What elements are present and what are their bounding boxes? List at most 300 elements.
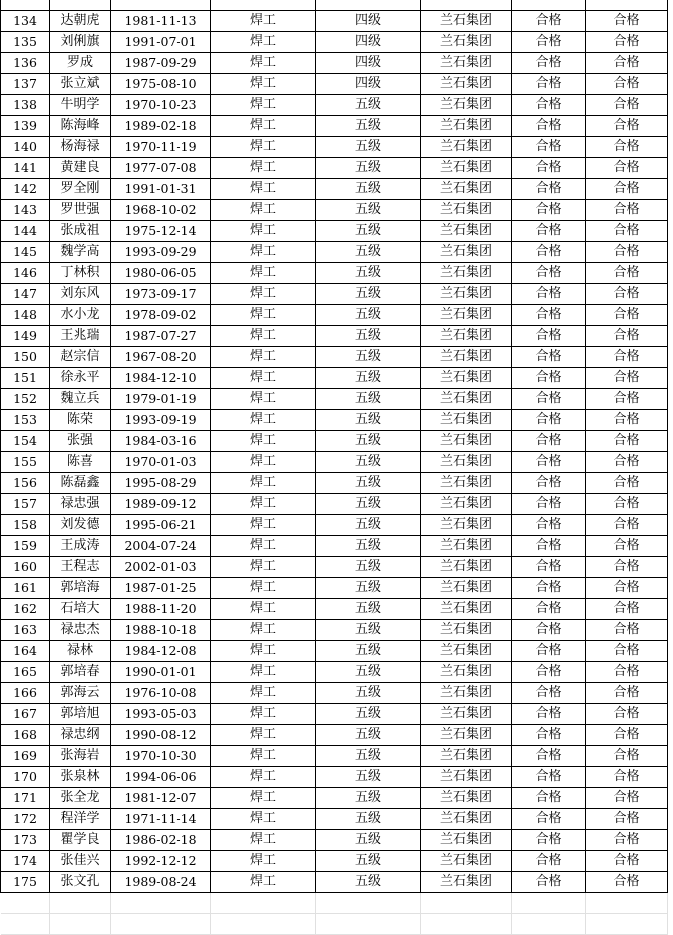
cell-level[interactable]: 五级 <box>316 473 421 494</box>
cell-result-1[interactable]: 合格 <box>512 263 586 284</box>
cell-number[interactable] <box>1 0 50 11</box>
cell-number[interactable]: 175 <box>1 872 50 893</box>
cell-name[interactable]: 郭培旭 <box>50 704 111 725</box>
cell-unit[interactable]: 兰石集团 <box>421 95 512 116</box>
cell-birth-date[interactable]: 1975-12-14 <box>111 221 211 242</box>
cell-name[interactable]: 牛明学 <box>50 95 111 116</box>
cell-level[interactable]: 五级 <box>316 347 421 368</box>
cell-result-1[interactable]: 合格 <box>512 767 586 788</box>
cell-result-2[interactable]: 合格 <box>586 641 668 662</box>
cell-name[interactable]: 黄建良 <box>50 158 111 179</box>
cell-number[interactable]: 165 <box>1 662 50 683</box>
cell-level[interactable]: 五级 <box>316 620 421 641</box>
cell-name[interactable]: 王程志 <box>50 557 111 578</box>
cell-unit[interactable]: 兰石集团 <box>421 515 512 536</box>
cell-result-2[interactable]: 合格 <box>586 137 668 158</box>
cell-job[interactable]: 焊工 <box>211 431 316 452</box>
cell-result-1[interactable]: 合格 <box>512 536 586 557</box>
cell-number[interactable]: 152 <box>1 389 50 410</box>
cell-number[interactable]: 141 <box>1 158 50 179</box>
cell-result-1[interactable]: 合格 <box>512 473 586 494</box>
cell-result-1[interactable]: 合格 <box>512 284 586 305</box>
empty-cell[interactable] <box>421 914 512 935</box>
cell-result-2[interactable]: 合格 <box>586 767 668 788</box>
cell-name[interactable]: 张佳兴 <box>50 851 111 872</box>
cell-result-1[interactable]: 合格 <box>512 452 586 473</box>
cell-number[interactable]: 142 <box>1 179 50 200</box>
cell-name[interactable]: 陈磊鑫 <box>50 473 111 494</box>
cell-unit[interactable]: 兰石集团 <box>421 599 512 620</box>
cell-job[interactable]: 焊工 <box>211 746 316 767</box>
cell-unit[interactable]: 兰石集团 <box>421 725 512 746</box>
cell-result-1[interactable]: 合格 <box>512 788 586 809</box>
cell-name[interactable]: 刘俐旗 <box>50 32 111 53</box>
cell-job[interactable]: 焊工 <box>211 641 316 662</box>
cell-result-1[interactable]: 合格 <box>512 746 586 767</box>
cell-result-2[interactable]: 合格 <box>586 599 668 620</box>
cell-number[interactable]: 135 <box>1 32 50 53</box>
cell-name[interactable]: 郭海云 <box>50 683 111 704</box>
cell-result-1[interactable]: 合格 <box>512 830 586 851</box>
cell-result-2[interactable]: 合格 <box>586 473 668 494</box>
cell-number[interactable]: 166 <box>1 683 50 704</box>
cell-level[interactable]: 五级 <box>316 851 421 872</box>
cell-number[interactable]: 161 <box>1 578 50 599</box>
cell-level[interactable]: 五级 <box>316 410 421 431</box>
cell-number[interactable]: 171 <box>1 788 50 809</box>
cell-level[interactable]: 五级 <box>316 389 421 410</box>
cell-name[interactable]: 张成祖 <box>50 221 111 242</box>
cell-result-2[interactable]: 合格 <box>586 725 668 746</box>
cell-job[interactable]: 焊工 <box>211 95 316 116</box>
cell-number[interactable]: 151 <box>1 368 50 389</box>
cell-job[interactable]: 焊工 <box>211 389 316 410</box>
cell-number[interactable]: 154 <box>1 431 50 452</box>
cell-number[interactable]: 140 <box>1 137 50 158</box>
empty-cell[interactable] <box>316 893 421 914</box>
cell-result-2[interactable]: 合格 <box>586 242 668 263</box>
cell-unit[interactable]: 兰石集团 <box>421 536 512 557</box>
cell-birth-date[interactable]: 1981-11-13 <box>111 11 211 32</box>
cell-level[interactable]: 五级 <box>316 557 421 578</box>
cell-level[interactable]: 五级 <box>316 221 421 242</box>
cell-result-2[interactable]: 合格 <box>586 452 668 473</box>
cell-job[interactable]: 焊工 <box>211 200 316 221</box>
cell-number[interactable]: 146 <box>1 263 50 284</box>
cell-unit[interactable]: 兰石集团 <box>421 305 512 326</box>
cell-name[interactable]: 赵宗信 <box>50 347 111 368</box>
cell-result-2[interactable]: 合格 <box>586 872 668 893</box>
empty-cell[interactable] <box>512 893 586 914</box>
cell-result-1[interactable] <box>512 0 586 11</box>
cell-name[interactable]: 张全龙 <box>50 788 111 809</box>
cell-job[interactable]: 焊工 <box>211 557 316 578</box>
cell-job[interactable]: 焊工 <box>211 347 316 368</box>
cell-job[interactable]: 焊工 <box>211 578 316 599</box>
cell-level[interactable]: 五级 <box>316 368 421 389</box>
cell-unit[interactable]: 兰石集团 <box>421 641 512 662</box>
cell-level[interactable]: 五级 <box>316 872 421 893</box>
cell-number[interactable]: 147 <box>1 284 50 305</box>
cell-name[interactable]: 禄忠强 <box>50 494 111 515</box>
cell-birth-date[interactable]: 1993-09-29 <box>111 242 211 263</box>
cell-result-2[interactable]: 合格 <box>586 326 668 347</box>
cell-result-1[interactable]: 合格 <box>512 368 586 389</box>
cell-level[interactable]: 五级 <box>316 767 421 788</box>
cell-level[interactable]: 四级 <box>316 53 421 74</box>
cell-job[interactable]: 焊工 <box>211 788 316 809</box>
cell-unit[interactable]: 兰石集团 <box>421 347 512 368</box>
cell-birth-date[interactable]: 1987-01-25 <box>111 578 211 599</box>
cell-birth-date[interactable]: 1989-02-18 <box>111 116 211 137</box>
cell-name[interactable]: 禄林 <box>50 641 111 662</box>
cell-unit[interactable] <box>421 0 512 11</box>
cell-unit[interactable]: 兰石集团 <box>421 683 512 704</box>
cell-name[interactable]: 禄忠杰 <box>50 620 111 641</box>
cell-name[interactable]: 陈荣 <box>50 410 111 431</box>
cell-name[interactable]: 刘东风 <box>50 284 111 305</box>
cell-result-1[interactable]: 合格 <box>512 116 586 137</box>
cell-level[interactable]: 五级 <box>316 704 421 725</box>
cell-result-2[interactable]: 合格 <box>586 368 668 389</box>
cell-name[interactable]: 禄忠纲 <box>50 725 111 746</box>
cell-number[interactable]: 159 <box>1 536 50 557</box>
cell-unit[interactable]: 兰石集团 <box>421 578 512 599</box>
cell-result-2[interactable]: 合格 <box>586 578 668 599</box>
cell-result-2[interactable]: 合格 <box>586 746 668 767</box>
cell-result-1[interactable]: 合格 <box>512 347 586 368</box>
cell-level[interactable]: 五级 <box>316 305 421 326</box>
cell-result-2[interactable]: 合格 <box>586 494 668 515</box>
cell-job[interactable]: 焊工 <box>211 452 316 473</box>
cell-number[interactable]: 155 <box>1 452 50 473</box>
cell-result-1[interactable]: 合格 <box>512 137 586 158</box>
cell-level[interactable]: 五级 <box>316 788 421 809</box>
cell-job[interactable]: 焊工 <box>211 158 316 179</box>
cell-level[interactable]: 五级 <box>316 137 421 158</box>
cell-birth-date[interactable]: 1970-10-23 <box>111 95 211 116</box>
cell-job[interactable]: 焊工 <box>211 767 316 788</box>
cell-level[interactable]: 五级 <box>316 683 421 704</box>
cell-unit[interactable]: 兰石集团 <box>421 767 512 788</box>
cell-result-1[interactable]: 合格 <box>512 641 586 662</box>
cell-name[interactable]: 杨海禄 <box>50 137 111 158</box>
cell-name[interactable]: 张立斌 <box>50 74 111 95</box>
cell-level[interactable]: 五级 <box>316 242 421 263</box>
cell-birth-date[interactable]: 1980-06-05 <box>111 263 211 284</box>
cell-result-1[interactable]: 合格 <box>512 158 586 179</box>
cell-level[interactable]: 五级 <box>316 431 421 452</box>
cell-birth-date[interactable]: 1984-12-08 <box>111 641 211 662</box>
cell-number[interactable]: 145 <box>1 242 50 263</box>
cell-result-2[interactable]: 合格 <box>586 95 668 116</box>
cell-name[interactable]: 张文孔 <box>50 872 111 893</box>
cell-level[interactable]: 五级 <box>316 809 421 830</box>
cell-birth-date[interactable]: 1989-08-24 <box>111 872 211 893</box>
cell-unit[interactable]: 兰石集团 <box>421 872 512 893</box>
cell-unit[interactable]: 兰石集团 <box>421 326 512 347</box>
cell-result-2[interactable]: 合格 <box>586 179 668 200</box>
empty-cell[interactable] <box>211 914 316 935</box>
cell-number[interactable]: 174 <box>1 851 50 872</box>
cell-job[interactable] <box>211 0 316 11</box>
cell-job[interactable]: 焊工 <box>211 179 316 200</box>
cell-birth-date[interactable]: 1970-10-30 <box>111 746 211 767</box>
cell-birth-date[interactable]: 1984-03-16 <box>111 431 211 452</box>
cell-name[interactable]: 陈喜 <box>50 452 111 473</box>
cell-birth-date[interactable]: 1971-11-14 <box>111 809 211 830</box>
cell-job[interactable]: 焊工 <box>211 32 316 53</box>
cell-result-2[interactable]: 合格 <box>586 662 668 683</box>
cell-level[interactable]: 五级 <box>316 263 421 284</box>
cell-job[interactable]: 焊工 <box>211 662 316 683</box>
cell-number[interactable]: 156 <box>1 473 50 494</box>
cell-birth-date[interactable]: 1968-10-02 <box>111 200 211 221</box>
cell-number[interactable]: 163 <box>1 620 50 641</box>
cell-result-1[interactable]: 合格 <box>512 578 586 599</box>
cell-number[interactable]: 164 <box>1 641 50 662</box>
cell-birth-date[interactable]: 1992-12-12 <box>111 851 211 872</box>
cell-result-1[interactable]: 合格 <box>512 326 586 347</box>
cell-unit[interactable]: 兰石集团 <box>421 158 512 179</box>
cell-unit[interactable]: 兰石集团 <box>421 662 512 683</box>
cell-number[interactable]: 153 <box>1 410 50 431</box>
cell-result-2[interactable]: 合格 <box>586 830 668 851</box>
cell-result-1[interactable]: 合格 <box>512 74 586 95</box>
cell-birth-date[interactable]: 1986-02-18 <box>111 830 211 851</box>
cell-birth-date[interactable]: 1967-08-20 <box>111 347 211 368</box>
cell-result-2[interactable]: 合格 <box>586 74 668 95</box>
cell-result-2[interactable]: 合格 <box>586 221 668 242</box>
empty-cell[interactable] <box>316 914 421 935</box>
cell-name[interactable]: 程洋学 <box>50 809 111 830</box>
cell-job[interactable]: 焊工 <box>211 11 316 32</box>
cell-job[interactable]: 焊工 <box>211 116 316 137</box>
cell-result-2[interactable]: 合格 <box>586 809 668 830</box>
cell-number[interactable]: 168 <box>1 725 50 746</box>
cell-number[interactable]: 167 <box>1 704 50 725</box>
cell-job[interactable]: 焊工 <box>211 221 316 242</box>
cell-birth-date[interactable]: 1987-07-27 <box>111 326 211 347</box>
cell-unit[interactable]: 兰石集团 <box>421 263 512 284</box>
cell-job[interactable]: 焊工 <box>211 851 316 872</box>
cell-job[interactable]: 焊工 <box>211 410 316 431</box>
cell-result-2[interactable]: 合格 <box>586 11 668 32</box>
cell-level[interactable]: 五级 <box>316 515 421 536</box>
cell-job[interactable]: 焊工 <box>211 683 316 704</box>
cell-name[interactable]: 郭培海 <box>50 578 111 599</box>
cell-number[interactable]: 137 <box>1 74 50 95</box>
cell-level[interactable]: 五级 <box>316 830 421 851</box>
cell-birth-date[interactable]: 1976-10-08 <box>111 683 211 704</box>
cell-number[interactable]: 162 <box>1 599 50 620</box>
cell-job[interactable]: 焊工 <box>211 809 316 830</box>
cell-result-1[interactable]: 合格 <box>512 431 586 452</box>
cell-birth-date[interactable]: 1988-10-18 <box>111 620 211 641</box>
cell-level[interactable] <box>316 0 421 11</box>
cell-name[interactable]: 王兆瑞 <box>50 326 111 347</box>
cell-result-2[interactable] <box>586 0 668 11</box>
cell-result-1[interactable]: 合格 <box>512 620 586 641</box>
cell-job[interactable]: 焊工 <box>211 473 316 494</box>
cell-name[interactable]: 罗世强 <box>50 200 111 221</box>
cell-level[interactable]: 五级 <box>316 536 421 557</box>
cell-level[interactable]: 五级 <box>316 179 421 200</box>
cell-job[interactable]: 焊工 <box>211 368 316 389</box>
cell-number[interactable]: 169 <box>1 746 50 767</box>
cell-result-2[interactable]: 合格 <box>586 431 668 452</box>
cell-name[interactable]: 徐永平 <box>50 368 111 389</box>
cell-result-2[interactable]: 合格 <box>586 557 668 578</box>
cell-birth-date[interactable]: 1993-09-19 <box>111 410 211 431</box>
cell-result-1[interactable]: 合格 <box>512 515 586 536</box>
cell-number[interactable]: 143 <box>1 200 50 221</box>
cell-unit[interactable]: 兰石集团 <box>421 473 512 494</box>
cell-result-2[interactable]: 合格 <box>586 263 668 284</box>
cell-level[interactable]: 五级 <box>316 599 421 620</box>
cell-birth-date[interactable]: 2002-01-03 <box>111 557 211 578</box>
cell-level[interactable]: 五级 <box>316 200 421 221</box>
cell-job[interactable]: 焊工 <box>211 872 316 893</box>
empty-cell[interactable] <box>211 893 316 914</box>
cell-number[interactable]: 150 <box>1 347 50 368</box>
cell-job[interactable]: 焊工 <box>211 326 316 347</box>
cell-unit[interactable]: 兰石集团 <box>421 620 512 641</box>
cell-result-1[interactable]: 合格 <box>512 95 586 116</box>
cell-number[interactable]: 134 <box>1 11 50 32</box>
cell-birth-date[interactable]: 1994-06-06 <box>111 767 211 788</box>
cell-job[interactable]: 焊工 <box>211 515 316 536</box>
cell-number[interactable]: 160 <box>1 557 50 578</box>
cell-unit[interactable]: 兰石集团 <box>421 284 512 305</box>
cell-unit[interactable]: 兰石集团 <box>421 11 512 32</box>
cell-job[interactable]: 焊工 <box>211 494 316 515</box>
cell-birth-date[interactable]: 1977-07-08 <box>111 158 211 179</box>
cell-number[interactable]: 170 <box>1 767 50 788</box>
cell-result-2[interactable]: 合格 <box>586 515 668 536</box>
cell-level[interactable]: 五级 <box>316 158 421 179</box>
cell-name[interactable]: 张强 <box>50 431 111 452</box>
cell-unit[interactable]: 兰石集团 <box>421 32 512 53</box>
cell-unit[interactable]: 兰石集团 <box>421 368 512 389</box>
cell-unit[interactable]: 兰石集团 <box>421 851 512 872</box>
empty-cell[interactable] <box>421 893 512 914</box>
empty-cell[interactable] <box>50 893 111 914</box>
cell-level[interactable]: 五级 <box>316 284 421 305</box>
cell-birth-date[interactable]: 1975-08-10 <box>111 74 211 95</box>
cell-result-1[interactable]: 合格 <box>512 200 586 221</box>
cell-birth-date[interactable] <box>111 0 211 11</box>
cell-birth-date[interactable]: 1995-06-21 <box>111 515 211 536</box>
cell-unit[interactable]: 兰石集团 <box>421 242 512 263</box>
cell-job[interactable]: 焊工 <box>211 704 316 725</box>
cell-name[interactable]: 达朝虎 <box>50 11 111 32</box>
cell-number[interactable]: 136 <box>1 53 50 74</box>
cell-birth-date[interactable]: 1991-07-01 <box>111 32 211 53</box>
cell-name[interactable]: 张泉林 <box>50 767 111 788</box>
cell-unit[interactable]: 兰石集团 <box>421 788 512 809</box>
empty-cell[interactable] <box>586 914 668 935</box>
cell-birth-date[interactable]: 2004-07-24 <box>111 536 211 557</box>
cell-result-2[interactable]: 合格 <box>586 53 668 74</box>
cell-result-2[interactable]: 合格 <box>586 389 668 410</box>
cell-job[interactable]: 焊工 <box>211 242 316 263</box>
cell-number[interactable]: 148 <box>1 305 50 326</box>
cell-unit[interactable]: 兰石集团 <box>421 179 512 200</box>
cell-job[interactable]: 焊工 <box>211 305 316 326</box>
cell-level[interactable]: 五级 <box>316 95 421 116</box>
cell-birth-date[interactable]: 1993-05-03 <box>111 704 211 725</box>
cell-result-2[interactable]: 合格 <box>586 305 668 326</box>
cell-level[interactable]: 五级 <box>316 578 421 599</box>
cell-unit[interactable]: 兰石集团 <box>421 200 512 221</box>
cell-name[interactable]: 郭培春 <box>50 662 111 683</box>
cell-unit[interactable]: 兰石集团 <box>421 809 512 830</box>
cell-unit[interactable]: 兰石集团 <box>421 74 512 95</box>
cell-number[interactable]: 139 <box>1 116 50 137</box>
cell-number[interactable]: 144 <box>1 221 50 242</box>
cell-unit[interactable]: 兰石集团 <box>421 746 512 767</box>
cell-unit[interactable]: 兰石集团 <box>421 494 512 515</box>
cell-birth-date[interactable]: 1989-09-12 <box>111 494 211 515</box>
cell-result-1[interactable]: 合格 <box>512 725 586 746</box>
cell-result-1[interactable]: 合格 <box>512 872 586 893</box>
cell-result-1[interactable]: 合格 <box>512 389 586 410</box>
cell-name[interactable]: 罗全刚 <box>50 179 111 200</box>
cell-unit[interactable]: 兰石集团 <box>421 116 512 137</box>
cell-result-1[interactable]: 合格 <box>512 683 586 704</box>
cell-name[interactable]: 丁林积 <box>50 263 111 284</box>
cell-level[interactable]: 五级 <box>316 494 421 515</box>
cell-unit[interactable]: 兰石集团 <box>421 221 512 242</box>
cell-result-1[interactable]: 合格 <box>512 494 586 515</box>
cell-job[interactable]: 焊工 <box>211 620 316 641</box>
cell-birth-date[interactable]: 1991-01-31 <box>111 179 211 200</box>
cell-result-1[interactable]: 合格 <box>512 557 586 578</box>
cell-name[interactable]: 魏学高 <box>50 242 111 263</box>
cell-result-1[interactable]: 合格 <box>512 851 586 872</box>
cell-result-1[interactable]: 合格 <box>512 662 586 683</box>
cell-birth-date[interactable]: 1990-01-01 <box>111 662 211 683</box>
cell-birth-date[interactable]: 1987-09-29 <box>111 53 211 74</box>
cell-result-2[interactable]: 合格 <box>586 704 668 725</box>
cell-birth-date[interactable]: 1973-09-17 <box>111 284 211 305</box>
cell-name[interactable]: 魏立兵 <box>50 389 111 410</box>
cell-result-1[interactable]: 合格 <box>512 410 586 431</box>
cell-result-1[interactable]: 合格 <box>512 809 586 830</box>
cell-name[interactable]: 石培大 <box>50 599 111 620</box>
cell-result-1[interactable]: 合格 <box>512 32 586 53</box>
cell-result-1[interactable]: 合格 <box>512 599 586 620</box>
cell-birth-date[interactable]: 1970-01-03 <box>111 452 211 473</box>
cell-level[interactable]: 五级 <box>316 662 421 683</box>
cell-result-1[interactable]: 合格 <box>512 179 586 200</box>
cell-unit[interactable]: 兰石集团 <box>421 389 512 410</box>
cell-level[interactable]: 五级 <box>316 725 421 746</box>
cell-unit[interactable]: 兰石集团 <box>421 557 512 578</box>
cell-unit[interactable]: 兰石集团 <box>421 431 512 452</box>
cell-job[interactable]: 焊工 <box>211 284 316 305</box>
cell-name[interactable]: 瞿学良 <box>50 830 111 851</box>
cell-name[interactable]: 罗成 <box>50 53 111 74</box>
cell-unit[interactable]: 兰石集团 <box>421 137 512 158</box>
cell-number[interactable]: 138 <box>1 95 50 116</box>
cell-number[interactable]: 172 <box>1 809 50 830</box>
cell-unit[interactable]: 兰石集团 <box>421 410 512 431</box>
cell-job[interactable]: 焊工 <box>211 725 316 746</box>
cell-birth-date[interactable]: 1978-09-02 <box>111 305 211 326</box>
cell-number[interactable]: 173 <box>1 830 50 851</box>
